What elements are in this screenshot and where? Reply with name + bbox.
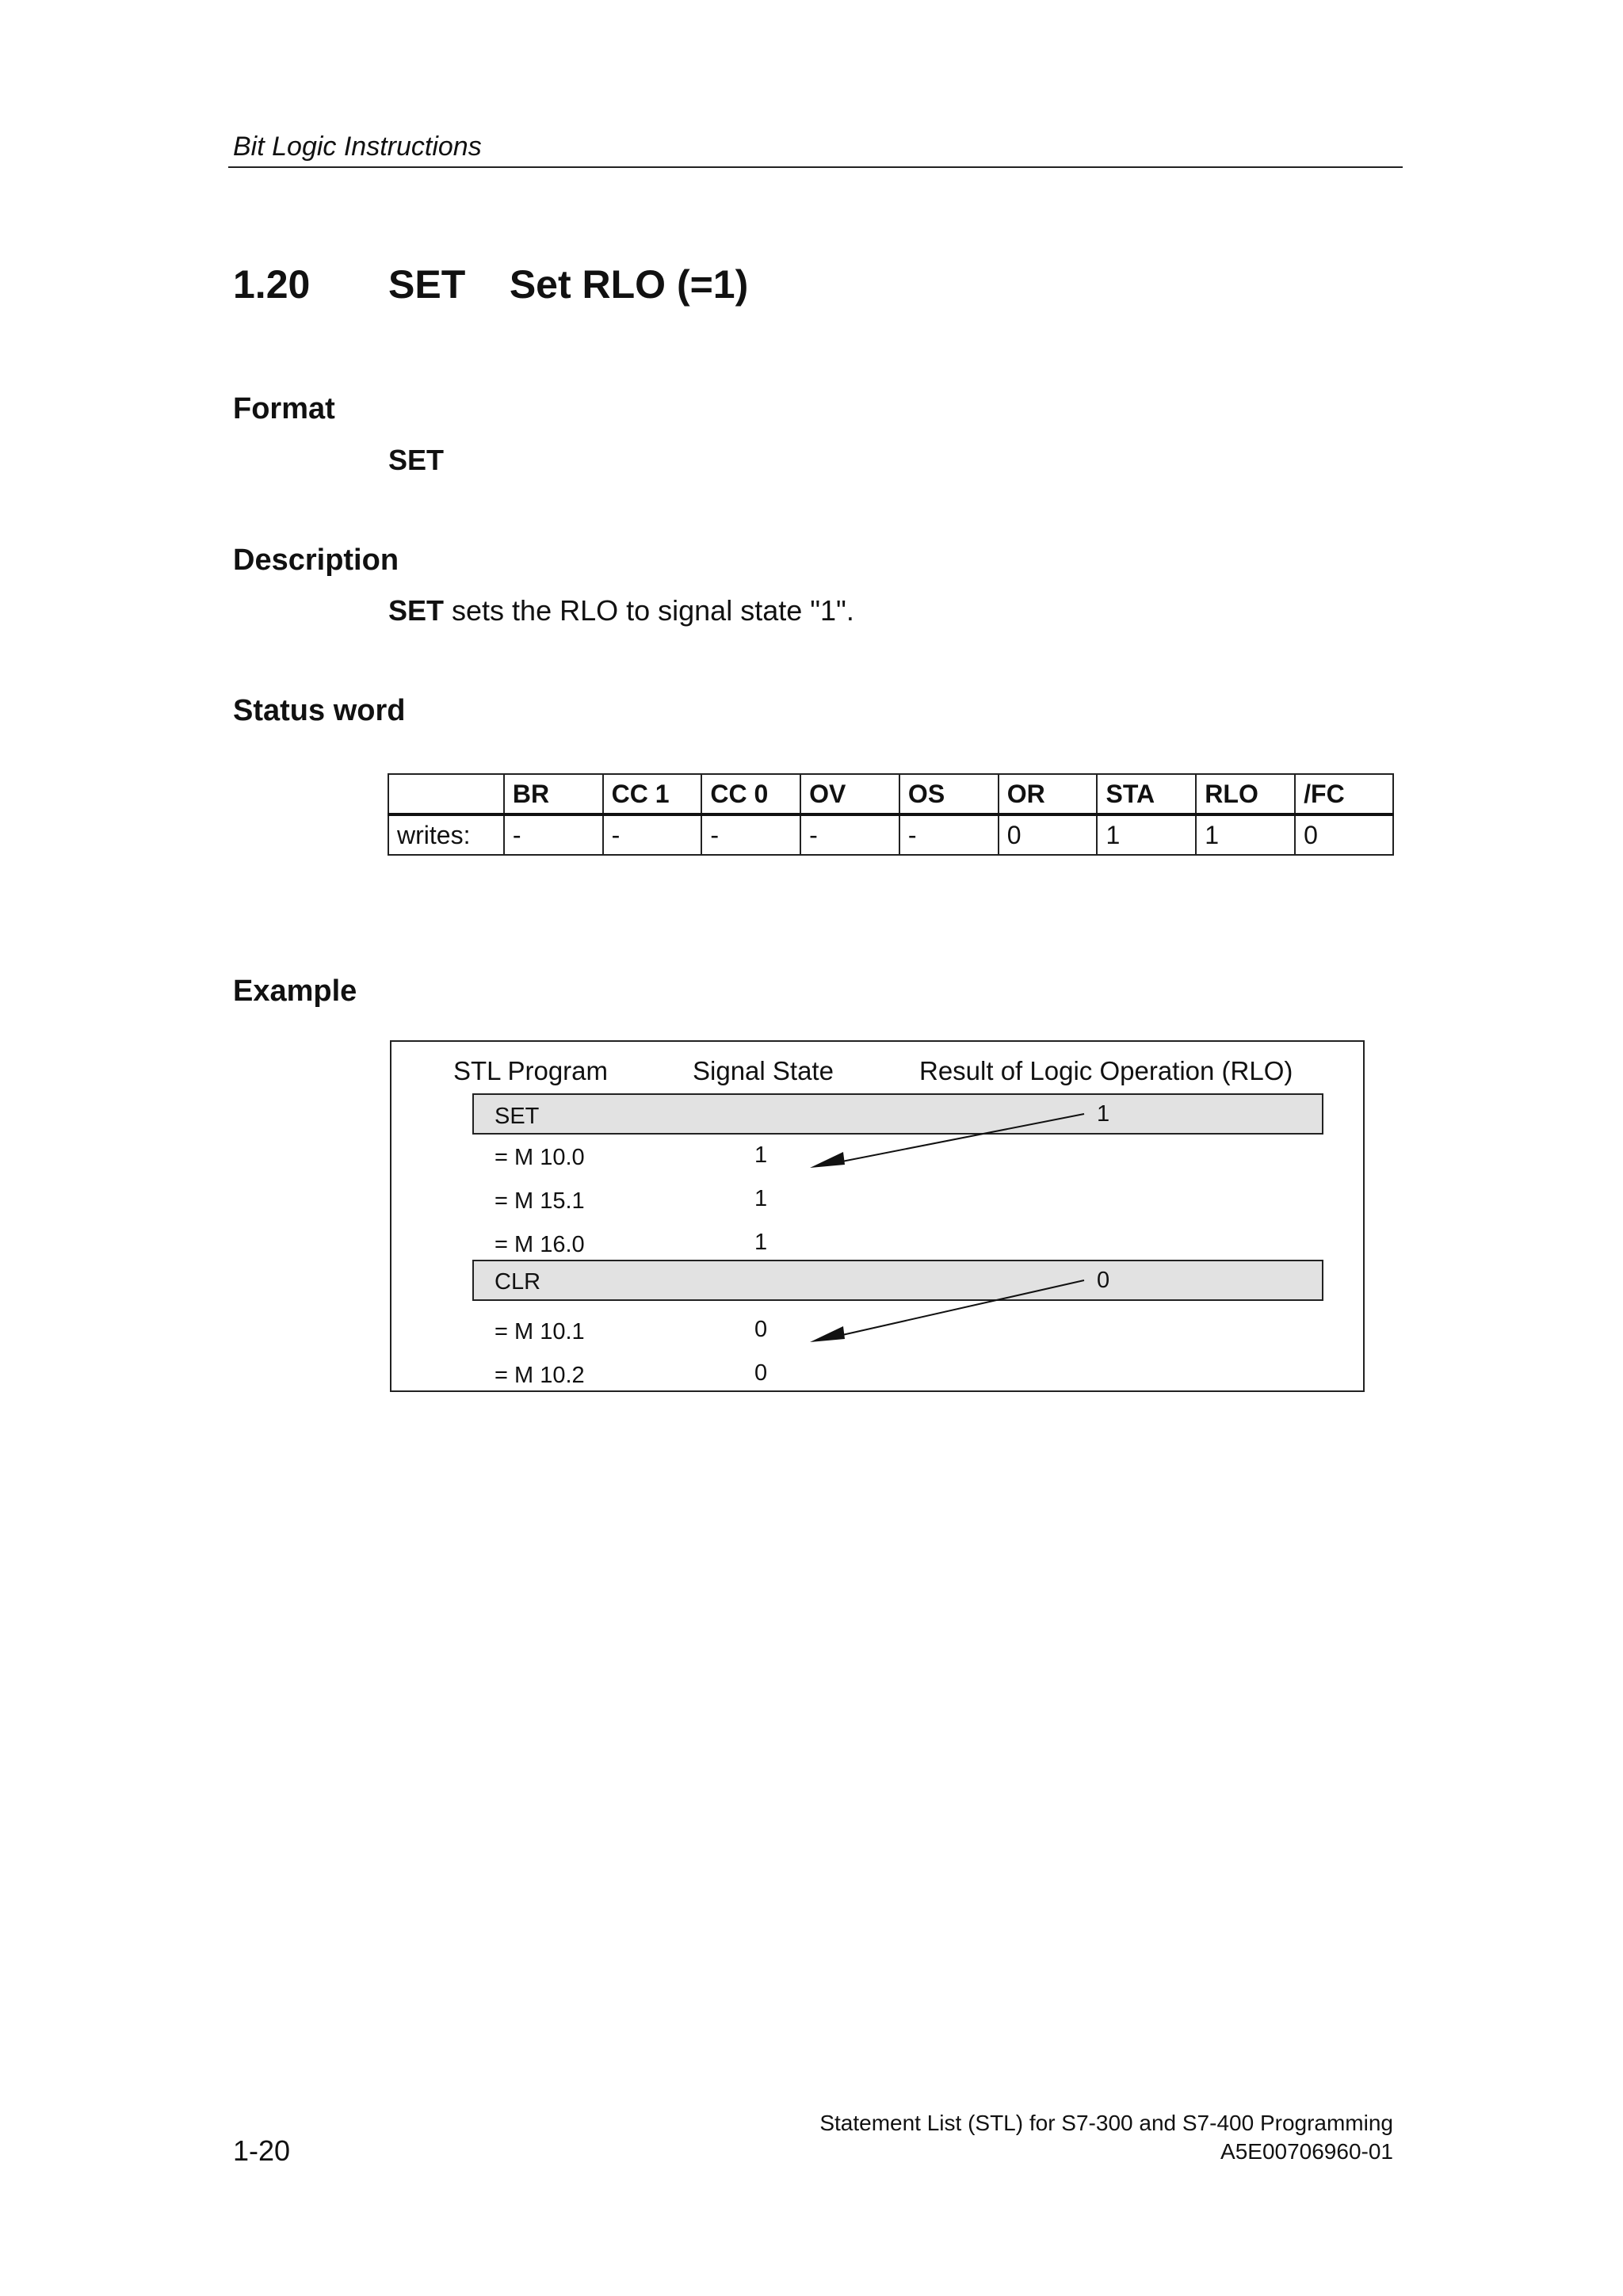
example-instruction: = M 10.0 — [495, 1145, 585, 1170]
rlo-arrowhead-clr — [810, 1326, 845, 1342]
example-instruction: SET — [495, 1104, 540, 1129]
description-heading: Description — [233, 543, 399, 577]
example-col-rlo: Result of Logic Operation (RLO) — [919, 1056, 1293, 1085]
example-instruction: = M 10.2 — [495, 1363, 585, 1388]
running-header: Bit Logic Instructions — [233, 132, 482, 162]
example-col-signal: Signal State — [693, 1056, 834, 1085]
example-signal-value: 0 — [754, 1317, 768, 1342]
example-rlo-value: 1 — [1097, 1101, 1110, 1127]
status-col-header: CC 0 — [701, 774, 800, 814]
status-cell: - — [603, 814, 702, 855]
rlo-arrow-clr — [818, 1280, 1084, 1341]
example-instruction: = M 10.1 — [495, 1319, 585, 1344]
example-col-program: STL Program — [453, 1056, 609, 1085]
rlo-arrow-set — [818, 1114, 1084, 1166]
status-cell: - — [899, 814, 999, 855]
example-signal-value: 1 — [754, 1142, 768, 1168]
status-col-header: OS — [899, 774, 999, 814]
status-cell: - — [701, 814, 800, 855]
status-cell: 1 — [1196, 814, 1295, 855]
footer-document-title: Statement List (STL) for S7-300 and S7-400 Programming — [819, 2111, 1393, 2135]
example-instruction: CLR — [495, 1269, 541, 1295]
status-col-header: RLO — [1196, 774, 1295, 814]
status-col-header: BR — [504, 774, 603, 814]
footer-document-code: A5E00706960-01 — [1220, 2139, 1393, 2164]
status-cell: 0 — [1295, 814, 1393, 855]
example-instruction: = M 16.0 — [495, 1232, 585, 1257]
status-cell: - — [800, 814, 899, 855]
status-col-header: STA — [1097, 774, 1196, 814]
format-code: SET — [388, 444, 445, 476]
example-signal-value: 1 — [754, 1230, 768, 1255]
description-body: sets the RLO to signal state "1". — [444, 594, 854, 627]
example-instruction: = M 15.1 — [495, 1188, 585, 1214]
page-number: 1-20 — [233, 2134, 291, 2167]
status-cell: 1 — [1097, 814, 1196, 855]
section-number: 1.20 — [233, 262, 311, 307]
status-word-heading: Status word — [233, 694, 406, 727]
description-keyword: SET — [388, 594, 445, 627]
example-rlo-value: 0 — [1097, 1268, 1110, 1293]
status-col-header: OR — [999, 774, 1098, 814]
status-col-header: CC 1 — [603, 774, 702, 814]
example-heading: Example — [233, 974, 357, 1008]
section-mnemonic: SET — [388, 262, 466, 307]
format-heading: Format — [233, 392, 335, 425]
example-signal-value: 0 — [754, 1360, 768, 1386]
rlo-arrowhead-set — [810, 1152, 845, 1168]
section-title-text: Set RLO (=1) — [509, 262, 749, 307]
status-cell: 0 — [999, 814, 1098, 855]
status-col-header: /FC — [1295, 774, 1393, 814]
status-cell: - — [504, 814, 603, 855]
status-col-header: OV — [800, 774, 899, 814]
status-row-label: writes: — [388, 814, 504, 855]
example-signal-value: 1 — [754, 1186, 768, 1211]
